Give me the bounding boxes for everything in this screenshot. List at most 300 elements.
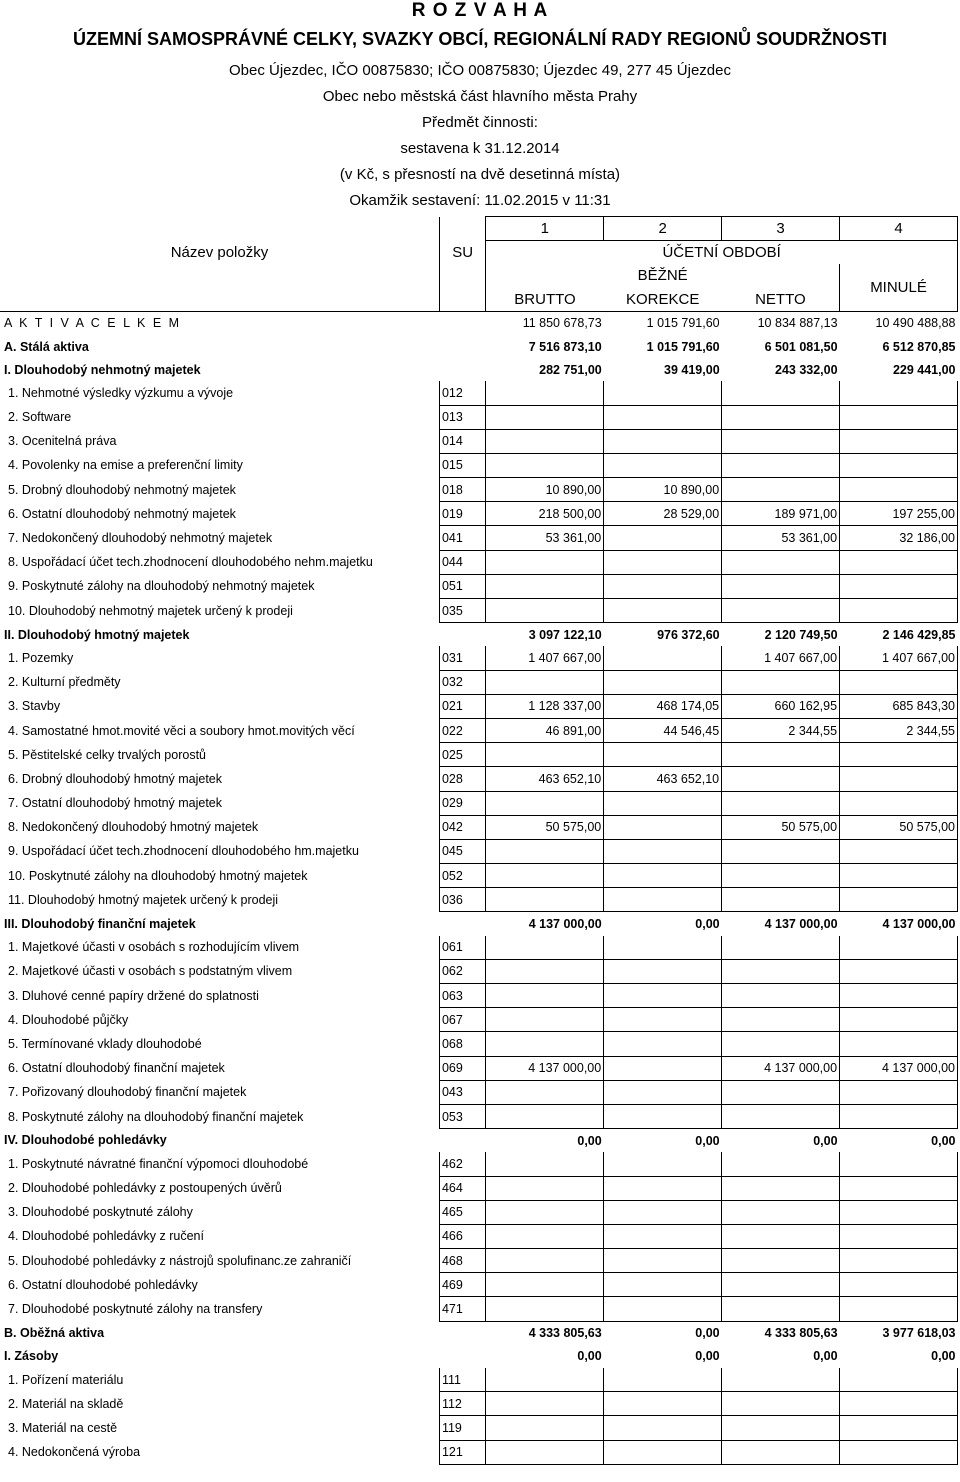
section-row: [0, 1345, 958, 1368]
row-name: 6. Drobný dlouhodobý hmotný majetek: [8, 771, 223, 786]
col-num-1: 1: [486, 217, 604, 241]
row-su: 043: [439, 1080, 485, 1104]
row-name: 8. Nedokončený dlouhodobý hmotný majetek: [8, 820, 259, 835]
section-row: [0, 1321, 958, 1345]
row-korekce: [604, 1056, 722, 1080]
table-row: [0, 478, 958, 502]
row-name: 3. Ocenitelná práva: [8, 434, 117, 449]
row-korekce: [604, 1176, 722, 1200]
row-su: 121: [439, 1440, 485, 1464]
row-minule: [840, 670, 958, 694]
row-brutto: [486, 791, 604, 815]
row-korekce: [604, 839, 722, 863]
row-name: 5. Drobný dlouhodobý nehmotný majetek: [8, 482, 236, 497]
row-netto: [722, 936, 840, 960]
row-name: 1. Nehmotné výsledky výzkumu a vývoje: [8, 386, 234, 401]
row-netto: [722, 1249, 840, 1273]
row-korekce: [604, 936, 722, 960]
table-row: [0, 599, 958, 623]
row-minule: 2 146 429,85: [882, 627, 956, 642]
row-name: A. Stálá aktiva: [4, 339, 89, 354]
row-minule: 197 255,00: [840, 502, 958, 526]
row-netto: [722, 1152, 840, 1176]
row-netto: [722, 767, 840, 791]
row-su: 021: [439, 694, 485, 718]
row-su: 036: [439, 888, 485, 912]
row-korekce: 0,00: [695, 917, 720, 932]
row-netto: [722, 1224, 840, 1248]
row-su: 067: [439, 1008, 485, 1032]
row-minule: 4 137 000,00: [882, 917, 956, 932]
row-su: 032: [439, 670, 485, 694]
row-netto: 0,00: [813, 1349, 838, 1364]
activity-line: Předmět činnosti:: [422, 114, 538, 131]
row-su: 014: [439, 429, 485, 453]
row-brutto: [486, 864, 604, 888]
document-title: R O Z V A H A: [411, 0, 549, 21]
row-su: 025: [439, 743, 485, 767]
row-name: 2. Materiál na skladě: [8, 1396, 124, 1411]
row-name: 2. Kulturní předměty: [8, 675, 121, 690]
row-korekce: [604, 1440, 722, 1464]
row-minule: [840, 959, 958, 983]
name-column-header: Název položky: [170, 243, 269, 261]
row-korekce: 468 174,05: [604, 694, 722, 718]
row-netto: 1 407 667,00: [722, 646, 840, 670]
row-brutto: [486, 550, 604, 574]
row-su: 012: [439, 381, 485, 405]
row-su: 111: [439, 1368, 485, 1392]
row-korekce: [604, 959, 722, 983]
row-su: 019: [439, 502, 485, 526]
row-minule: 4 137 000,00: [840, 1056, 958, 1080]
table-row: [0, 646, 958, 670]
row-netto: [722, 1392, 840, 1416]
row-name: 2. Majetkové účasti v osobách s podstatným vlivem: [8, 964, 293, 979]
row-korekce: [604, 381, 722, 405]
row-su: 468: [439, 1249, 485, 1273]
row-korekce: 10 890,00: [604, 478, 722, 502]
row-minule: [840, 453, 958, 477]
row-brutto: [486, 743, 604, 767]
row-su: 052: [439, 864, 485, 888]
section-row: [0, 623, 958, 647]
row-korekce: [604, 815, 722, 839]
table-row: [0, 1200, 958, 1224]
row-korekce: [604, 550, 722, 574]
row-su: [439, 311, 485, 335]
table-header: [0, 217, 958, 312]
table-row: [0, 1104, 958, 1128]
row-korekce: [604, 646, 722, 670]
row-su: 063: [439, 984, 485, 1008]
row-name: 6. Ostatní dlouhodobé pohledávky: [8, 1277, 198, 1292]
row-name: 6. Ostatní dlouhodobý nehmotný majetek: [8, 506, 236, 521]
row-su: 042: [439, 815, 485, 839]
row-netto: 2 120 749,50: [764, 627, 838, 642]
table-row: [0, 791, 958, 815]
row-netto: [722, 429, 840, 453]
row-minule: [840, 1224, 958, 1248]
row-brutto: [486, 888, 604, 912]
date-line: sestavena k 31.12.2014: [400, 140, 560, 157]
row-minule: [840, 936, 958, 960]
row-netto: 4 333 805,63: [764, 1326, 838, 1341]
row-name: 5. Termínované vklady dlouhodobé: [8, 1036, 202, 1051]
row-netto: [722, 1440, 840, 1464]
row-brutto: [486, 959, 604, 983]
row-name: 7. Nedokončený dlouhodobý nehmotný majetek: [8, 531, 273, 546]
row-minule: [840, 888, 958, 912]
row-korekce: [604, 888, 722, 912]
row-korekce: 1 015 791,60: [646, 339, 720, 354]
row-brutto: [486, 381, 604, 405]
row-name: I. Zásoby: [4, 1349, 59, 1364]
row-brutto: [486, 574, 604, 598]
row-name: 4. Nedokončená výroba: [8, 1445, 141, 1460]
balance-sheet-table: [0, 216, 958, 1465]
row-minule: 1 407 667,00: [840, 646, 958, 670]
row-brutto: 218 500,00: [486, 502, 604, 526]
table-row: [0, 984, 958, 1008]
row-name: 4. Dlouhodobé půjčky: [8, 1012, 129, 1027]
row-su: 112: [439, 1392, 485, 1416]
row-brutto: 1 407 667,00: [486, 646, 604, 670]
row-korekce: [604, 429, 722, 453]
table-row: [0, 1080, 958, 1104]
row-minule: [840, 839, 958, 863]
col-num-2: 2: [604, 217, 722, 241]
row-brutto: 4 137 000,00: [486, 1056, 604, 1080]
row-netto: 4 137 000,00: [764, 917, 838, 932]
row-korekce: [604, 1249, 722, 1273]
row-netto: [722, 550, 840, 574]
row-korekce: [604, 1032, 722, 1056]
row-korekce: [604, 1297, 722, 1321]
row-netto: [722, 1080, 840, 1104]
table-row: [0, 839, 958, 863]
row-name: IV. Dlouhodobé pohledávky: [4, 1133, 167, 1148]
row-korekce: 28 529,00: [604, 502, 722, 526]
row-su: 051: [439, 574, 485, 598]
row-minule: [840, 1008, 958, 1032]
row-su: [439, 1345, 485, 1368]
table-body: [0, 311, 958, 1464]
row-korekce: [604, 574, 722, 598]
row-su: 469: [439, 1273, 485, 1297]
row-korekce: [604, 405, 722, 429]
row-name: 10. Dlouhodobý nehmotný majetek určený k prodeji: [8, 603, 293, 618]
section-row: [0, 1129, 958, 1153]
row-name: 4. Povolenky na emise a preferenční limity: [8, 458, 243, 473]
row-korekce: [604, 1080, 722, 1104]
row-korekce: [604, 526, 722, 550]
table-row: [0, 429, 958, 453]
row-korekce: [604, 1416, 722, 1440]
row-korekce: [604, 1392, 722, 1416]
row-minule: [840, 574, 958, 598]
row-brutto: 1 128 337,00: [486, 694, 604, 718]
current-period-header: BĚŽNÉ: [486, 264, 840, 287]
row-su: 044: [439, 550, 485, 574]
row-name: 6. Ostatní dlouhodobý finanční majetek: [8, 1061, 225, 1076]
row-brutto: 4 137 000,00: [528, 917, 602, 932]
row-name: II. Dlouhodobý hmotný majetek: [4, 627, 190, 642]
row-korekce: [604, 453, 722, 477]
row-korekce: 39 419,00: [664, 362, 720, 377]
row-korekce: 976 372,60: [657, 627, 720, 642]
row-brutto: 3 097 122,10: [528, 627, 602, 642]
row-brutto: [486, 839, 604, 863]
table-row: [0, 1368, 958, 1392]
row-minule: 50 575,00: [840, 815, 958, 839]
row-brutto: 50 575,00: [486, 815, 604, 839]
row-name: 7. Ostatní dlouhodobý hmotný majetek: [8, 796, 223, 811]
table-row: [0, 453, 958, 477]
row-minule: [840, 743, 958, 767]
row-name: 7. Pořizovaný dlouhodobý finanční majetek: [8, 1085, 247, 1100]
row-name: III. Dlouhodobý finanční majetek: [4, 916, 196, 931]
row-name: 9. Uspořádací účet tech.zhodnocení dlouhodobého hm.majetku: [8, 844, 359, 859]
row-korekce: [604, 1273, 722, 1297]
row-brutto: 7 516 873,10: [528, 339, 602, 354]
table-row: [0, 888, 958, 912]
table-row: [0, 381, 958, 405]
table-row: [0, 526, 958, 550]
row-korekce: 0,00: [695, 1349, 720, 1364]
row-brutto: 46 891,00: [486, 718, 604, 742]
row-su: [439, 358, 485, 381]
row-netto: [722, 574, 840, 598]
row-minule: 10 490 488,88: [875, 316, 956, 331]
row-netto: 53 361,00: [722, 526, 840, 550]
row-brutto: [486, 1392, 604, 1416]
row-name: 9. Poskytnuté zálohy na dlouhodobý nehmotný majetek: [8, 579, 315, 594]
table-row: [0, 959, 958, 983]
row-su: 035: [439, 599, 485, 623]
row-minule: [840, 599, 958, 623]
row-netto: 2 344,55: [722, 718, 840, 742]
row-su: 015: [439, 453, 485, 477]
table-row: [0, 936, 958, 960]
row-su: [439, 335, 485, 358]
row-name: B. Oběžná aktiva: [4, 1325, 105, 1340]
row-netto: [722, 864, 840, 888]
row-brutto: 10 890,00: [486, 478, 604, 502]
row-brutto: [486, 1249, 604, 1273]
row-name: 1. Pozemky: [8, 651, 74, 666]
row-minule: 32 186,00: [840, 526, 958, 550]
row-minule: [840, 1249, 958, 1273]
row-su: 061: [439, 936, 485, 960]
table-row: [0, 405, 958, 429]
row-name: 1. Majetkové účasti v osobách s rozhodujícím vlivem: [8, 940, 300, 955]
row-su: 465: [439, 1200, 485, 1224]
row-minule: 229 441,00: [892, 362, 956, 377]
row-brutto: [486, 1080, 604, 1104]
row-netto: 4 137 000,00: [722, 1056, 840, 1080]
row-name: 8. Poskytnuté zálohy na dlouhodobý finanční majetek: [8, 1109, 304, 1124]
row-su: 462: [439, 1152, 485, 1176]
table-row: [0, 550, 958, 574]
section-row: [0, 335, 958, 358]
row-netto: [722, 1368, 840, 1392]
row-korekce: [604, 599, 722, 623]
table-row: [0, 1056, 958, 1080]
row-minule: [840, 791, 958, 815]
row-su: 053: [439, 1104, 485, 1128]
row-minule: [840, 478, 958, 502]
period-header: ÚČETNÍ OBDOBÍ: [486, 241, 958, 265]
table-row: [0, 1416, 958, 1440]
row-brutto: [486, 1200, 604, 1224]
row-brutto: 11 850 678,73: [522, 316, 602, 331]
row-brutto: [486, 670, 604, 694]
row-brutto: 4 333 805,63: [528, 1326, 602, 1341]
row-netto: [722, 888, 840, 912]
row-minule: [840, 1392, 958, 1416]
row-korekce: [604, 1152, 722, 1176]
row-su: 018: [439, 478, 485, 502]
row-netto: [722, 478, 840, 502]
row-korekce: [604, 743, 722, 767]
row-minule: [840, 864, 958, 888]
row-netto: [722, 1297, 840, 1321]
su-column-header: SU: [439, 217, 485, 288]
row-korekce: 44 546,45: [604, 718, 722, 742]
row-netto: [722, 791, 840, 815]
row-netto: 660 162,95: [722, 694, 840, 718]
row-brutto: 282 751,00: [539, 362, 602, 377]
row-minule: [840, 405, 958, 429]
row-su: 013: [439, 405, 485, 429]
row-name: 8. Uspořádací účet tech.zhodnocení dlouhodobého nehm.majetku: [8, 555, 373, 570]
row-netto: [722, 599, 840, 623]
row-name: A K T I V A C E L K E M: [4, 316, 182, 331]
row-name: 5. Pěstitelské celky trvalých porostů: [8, 747, 206, 762]
row-minule: 0,00: [931, 1133, 956, 1148]
row-korekce: [604, 791, 722, 815]
row-name: 3. Materiál na cestě: [8, 1420, 118, 1435]
document-subtitle: ÚZEMNÍ SAMOSPRÁVNÉ CELKY, SVAZKY OBCÍ, REGIONÁLNÍ RADY REGIONŮ SOUDRŽNOSTI: [72, 29, 888, 49]
netto-header: NETTO: [722, 288, 840, 312]
row-minule: [840, 1200, 958, 1224]
row-netto: [722, 405, 840, 429]
row-minule: [840, 1176, 958, 1200]
row-minule: [840, 550, 958, 574]
row-name: I. Dlouhodobý nehmotný majetek: [4, 362, 201, 377]
row-minule: [840, 1416, 958, 1440]
table-row: [0, 1224, 958, 1248]
table-row: [0, 1152, 958, 1176]
table-row: [0, 1273, 958, 1297]
row-brutto: 463 652,10: [486, 767, 604, 791]
table-row: [0, 815, 958, 839]
row-korekce: [604, 1224, 722, 1248]
row-su: 062: [439, 959, 485, 983]
row-netto: 0,00: [813, 1133, 838, 1148]
table-row: [0, 574, 958, 598]
row-korekce: [604, 984, 722, 1008]
row-su: 471: [439, 1297, 485, 1321]
row-name: 3. Dluhové cenné papíry držené do splatnosti: [8, 988, 259, 1003]
col-num-3: 3: [722, 217, 840, 241]
row-netto: 243 332,00: [775, 362, 838, 377]
row-minule: [840, 1080, 958, 1104]
row-su: 029: [439, 791, 485, 815]
row-korekce: 0,00: [695, 1326, 720, 1341]
row-netto: [722, 670, 840, 694]
row-name: 11. Dlouhodobý hmotný majetek určený k prodeji: [8, 892, 279, 907]
row-korekce: [604, 1008, 722, 1032]
row-su: 041: [439, 526, 485, 550]
row-brutto: [486, 1104, 604, 1128]
row-name: 1. Pořízení materiálu: [8, 1372, 124, 1387]
table-row: [0, 1440, 958, 1464]
row-brutto: [486, 1176, 604, 1200]
row-minule: 3 977 618,03: [882, 1326, 956, 1341]
row-brutto: [486, 1224, 604, 1248]
table-row: [0, 502, 958, 526]
table-row: [0, 670, 958, 694]
row-netto: [722, 453, 840, 477]
row-minule: [840, 1297, 958, 1321]
row-su: 031: [439, 646, 485, 670]
section-row: [0, 358, 958, 381]
row-name: 3. Stavby: [8, 699, 61, 714]
previous-period-header: MINULÉ: [840, 264, 958, 311]
row-minule: [840, 1273, 958, 1297]
row-brutto: [486, 429, 604, 453]
row-korekce: [604, 1104, 722, 1128]
row-netto: [722, 1200, 840, 1224]
row-netto: [722, 959, 840, 983]
row-minule: 2 344,55: [840, 718, 958, 742]
row-netto: 6 501 081,50: [764, 339, 838, 354]
row-netto: [722, 743, 840, 767]
row-netto: 50 575,00: [722, 815, 840, 839]
row-su: [439, 1129, 485, 1153]
row-korekce: [604, 1368, 722, 1392]
total-row: [0, 311, 958, 335]
row-su: [439, 623, 485, 647]
row-netto: [722, 1273, 840, 1297]
row-korekce: 463 652,10: [604, 767, 722, 791]
precision-line: (v Kč, s přesností na dvě desetinná místa): [339, 166, 621, 183]
table-row: [0, 1008, 958, 1032]
table-row: [0, 864, 958, 888]
row-minule: [840, 984, 958, 1008]
row-brutto: [486, 1440, 604, 1464]
row-su: [439, 912, 485, 936]
row-name: 2. Dlouhodobé pohledávky z postoupených úvěrů: [8, 1181, 282, 1196]
row-brutto: [486, 405, 604, 429]
row-su: 022: [439, 718, 485, 742]
row-brutto: [486, 936, 604, 960]
row-minule: [840, 1440, 958, 1464]
row-minule: [840, 1368, 958, 1392]
row-brutto: [486, 1416, 604, 1440]
row-name: 3. Dlouhodobé poskytnuté zálohy: [8, 1205, 193, 1220]
row-minule: [840, 767, 958, 791]
row-netto: 189 971,00: [722, 502, 840, 526]
row-netto: [722, 1104, 840, 1128]
row-netto: [722, 1176, 840, 1200]
row-name: 1. Poskytnuté návratné finanční výpomoci dlouhodobé: [8, 1157, 309, 1172]
row-netto: [722, 984, 840, 1008]
row-minule: [840, 381, 958, 405]
table-row: [0, 1392, 958, 1416]
